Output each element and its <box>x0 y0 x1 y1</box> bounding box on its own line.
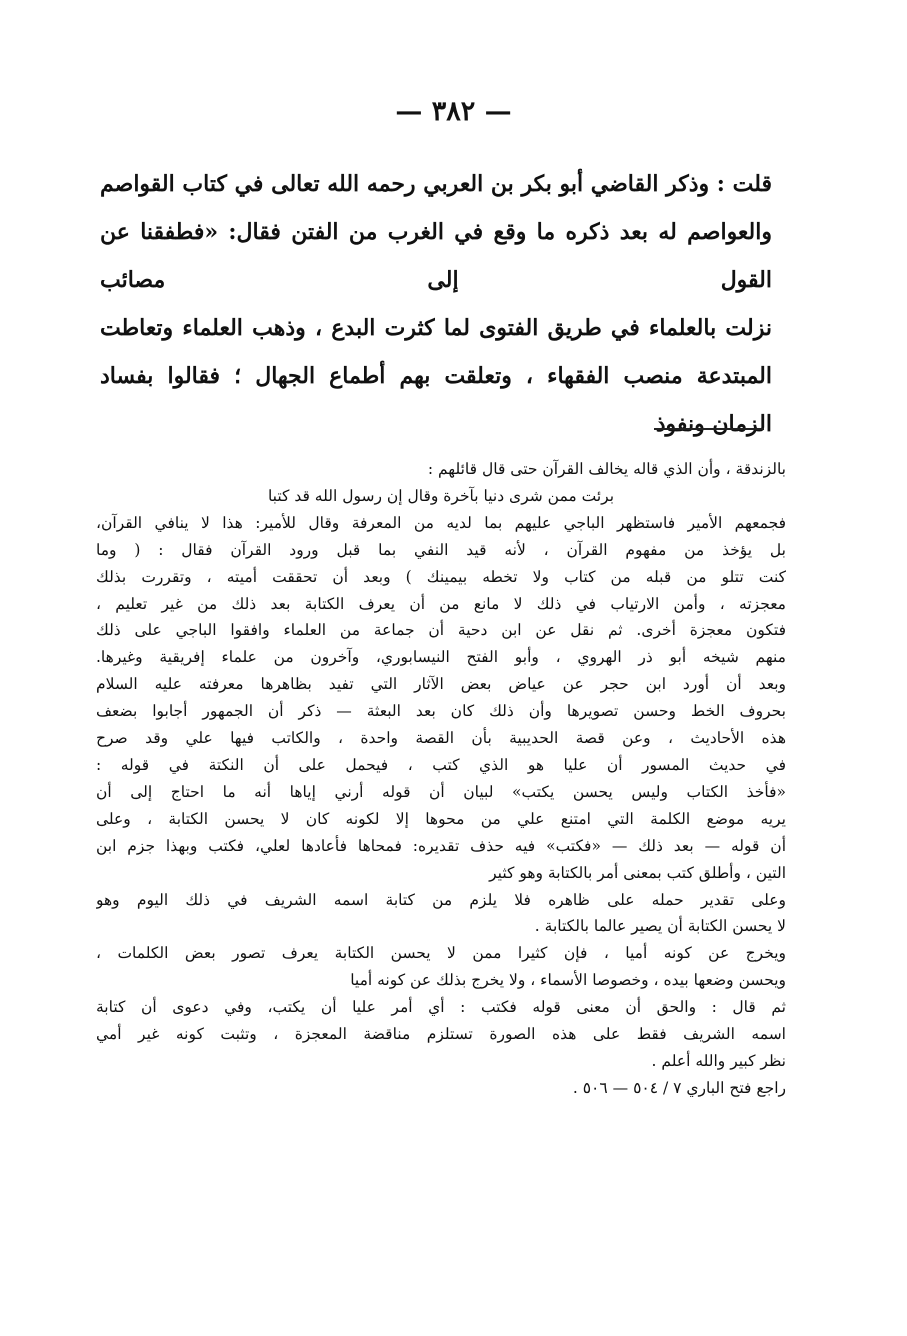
footnote-line: وبعد أن أورد ابن حجر عن عياض بعض الآثار التي تفيد بظاهرها معرفته عليه السلام <box>96 675 786 694</box>
main-text-line: قلت : وذكر القاضي أبو بكر بن العربي رحمه الله تعالى في كتاب القواصم <box>100 171 772 197</box>
footnote-line: كنت تتلو من قبله من كتاب ولا تخطه بيمينك ) وبعد أن تحققت أميته ، وتقررت بذلك <box>96 567 786 586</box>
footnotes <box>96 456 786 1102</box>
footnote-line: ويحسن وضعها بيده ، وخصوصا الأسماء ، ولا يخرج بذلك عن كونه أميا <box>350 971 786 990</box>
footnote-line: بل يؤخذ من مفهوم القرآن ، لأنه قيد النفي بما قبل ورود القرآن فقال : ( وما <box>96 540 786 559</box>
footnote-line: فجمعهم الأمير فاستظهر الباجي عليهم بما لديه من المعرفة وقال للأمير: هذا لا ينافي القرآن، <box>96 513 786 532</box>
footnote-line: وعلى تقدير حمله على ظاهره فلا يلزم من كتابة اسمه الشريف في ذلك اليوم وهو <box>96 890 786 909</box>
footnote-line: التين ، وأطلق كتب بمعنى أمر بالكتابة وهو كثير <box>489 863 786 882</box>
footnote-line: فتكون معجزة أخرى. ثم نقل عن ابن دحية أن جماعة من العلماء وافقوا الباجي على ذلك <box>96 621 786 640</box>
footnote-line: ثم قال : والحق أن معنى قوله فكتب : أي أمر عليا أن يكتب، وفي دعوى أن كتابة <box>96 998 786 1017</box>
footnote-line: معجزته ، وأمن الارتياب في ذلك لا مانع من أن يعرف الكتابة بعد ذلك من غير تعليم ، <box>96 594 786 613</box>
footnote-verse: برئت ممن شرى دنيا بآخرة وقال إن رسول الله قد كتبا <box>267 486 615 505</box>
footnote-line: «فأخذ الكتاب وليس يحسن يكتب» لبيان أن قوله أرني إياها أنه ما احتاج إلى أن <box>96 782 786 801</box>
footnote-line: منهم شيخه أبو ذر الهروي ، وأبو الفتح النيسابوري، وآخرون من علماء إفريقية وغيرها. <box>96 648 786 667</box>
main-text-line: المبتدعة منصب الفقهاء ، وتعلقت بهم أطماع الجهال ؛ فقالوا بفساد الزمان ونفوذ <box>100 363 772 437</box>
footnote-line: ويخرج عن كونه أميا ، فإن كثيرا ممن لا يحسن الكتابة يعرف تصور بعض الكلمات ، <box>96 944 786 963</box>
footnote-line: لا يحسن الكتابة أن يصير عالما بالكتابة . <box>534 917 786 936</box>
footnote-line: في حديث المسور أن عليا هو الذي كتب ، فيحمل على أن النكتة في قوله : <box>96 755 786 774</box>
footnote-line: يريه موضع الكلمة التي امتنع علي من محوها إلا لكونه كان لا يحسن الكتابة ، وعلى <box>96 809 786 828</box>
footnote-line: اسمه الشريف فقط على هذه الصورة تستلزم مناقضة المعجزة ، وتثبت كونه غير أمي <box>96 1025 786 1044</box>
footnote-line: بالزندقة ، وأن الذي قاله يخالف القرآن حتى قال قائلهم : <box>427 460 786 478</box>
footnote-line: بحروف الخط وحسن تصويرها وأن ذلك كان بعد البعثة — ذكر أن الجمهور أجابوا بضعف <box>96 702 786 721</box>
footnote-line: أن قوله — بعد ذلك — «فكتب» فيه حذف تقديره: فمحاها فأعادها لعلي، فكتب وبهذا جزم ابن <box>96 836 786 855</box>
footnote-line: هذه الأحاديث ، وعن قصة الحديبية بأن القصة واحدة ، والكاتب فيها علي وقد صرح <box>96 729 786 748</box>
main-text-line: والعواصم له بعد ذكره ما وقع في الغرب من الفتن فقال: «فطفقنا عن القول إلى مصائب <box>100 219 772 293</box>
main-text-line: نزلت بالعلماء في طريق الفتوى لما كثرت البدع ، وذهب العلماء وتعاطت <box>100 315 772 341</box>
page-number: — ٣٨٢ — <box>395 96 512 127</box>
footnote-reference: راجع فتح الباري ٧ / ٥٠٤ — ٥٠٦ . <box>572 1078 786 1097</box>
footnote-separator <box>654 428 764 430</box>
main-text <box>100 160 772 448</box>
footnote-line: نظر كبير والله أعلم . <box>651 1051 786 1070</box>
